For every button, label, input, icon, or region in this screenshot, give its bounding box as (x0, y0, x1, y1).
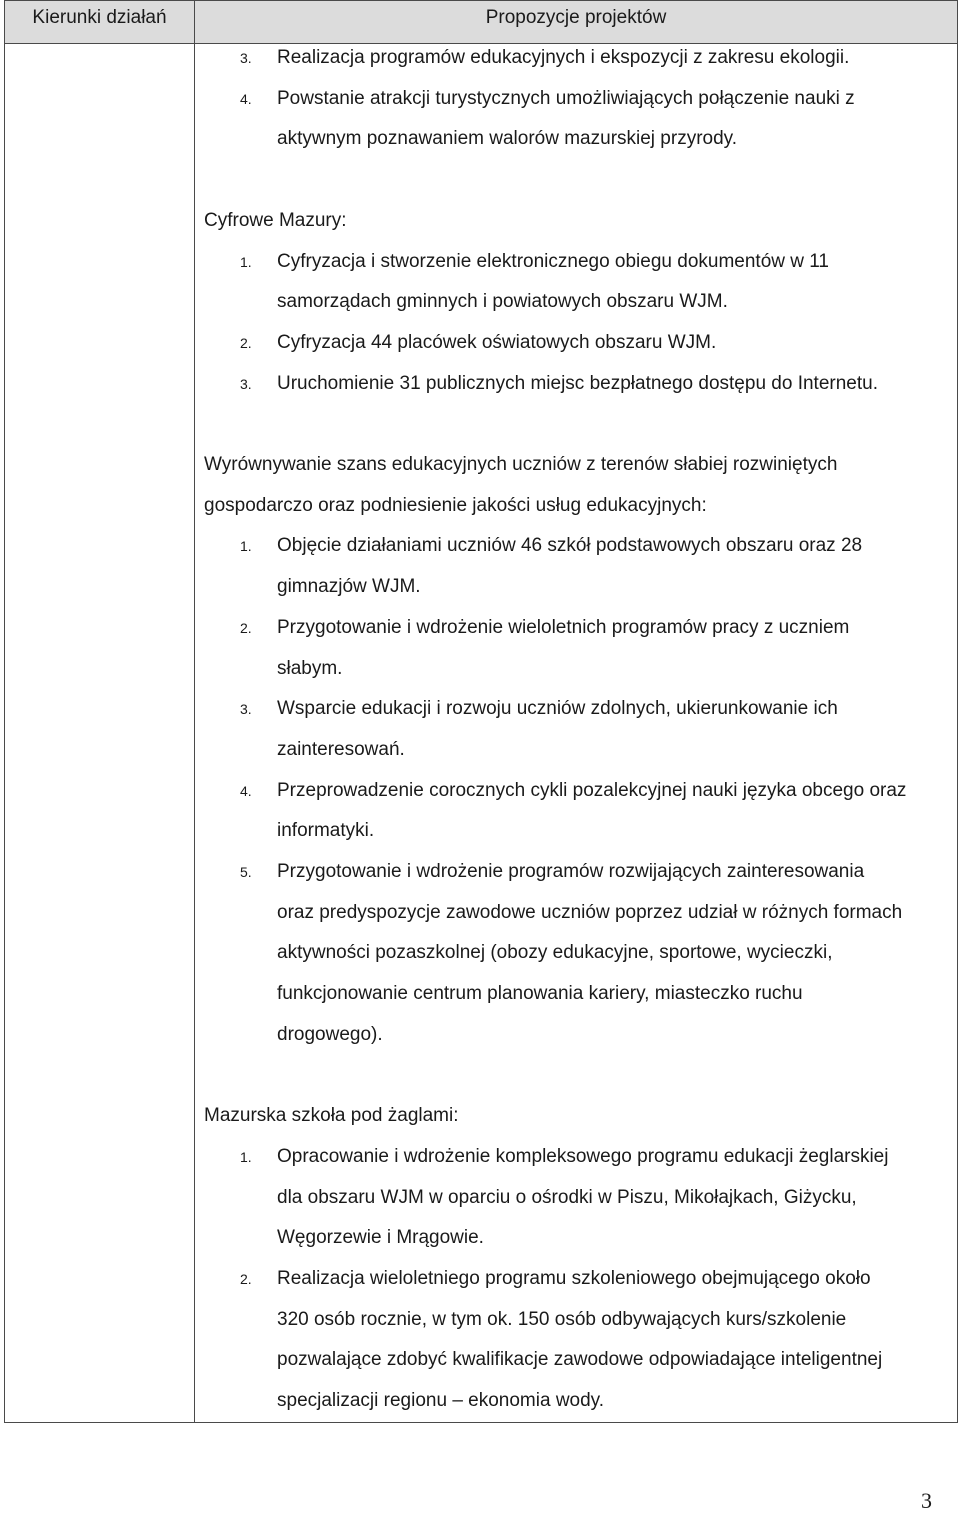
item-text: dla obszaru WJM w oparciu o ośrodki w Piszu, Mikołajkach, Giżycku, (277, 1186, 857, 1208)
section-heading: Mazurska szkoła pod żaglami: (204, 1105, 459, 1127)
item-text: Opracowanie i wdrożenie kompleksowego programu edukacji żeglarskiej (277, 1145, 889, 1167)
list-item (204, 852, 944, 1056)
item-number: 3. (240, 701, 252, 718)
list-item (204, 323, 944, 364)
item-text: Powstanie atrakcji turystycznych umożliwiających połączenie nauki z (277, 87, 855, 109)
item-number: 4. (240, 782, 252, 799)
item-number: 4. (240, 90, 252, 107)
list-item (204, 38, 944, 79)
item-text: samorządach gminnych i powiatowych obszaru WJM. (277, 291, 728, 313)
item-text: zainteresowań. (277, 738, 405, 760)
item-text: pozwalające zdobyć kwalifikacje zawodowe odpowiadające inteligentnej (277, 1349, 883, 1371)
item-number: 3. (240, 50, 252, 66)
page-number: 3 (921, 1488, 932, 1513)
item-text: funkcjonowanie centrum planowania kariery, miasteczko ruchu (277, 983, 803, 1005)
item-number: 1. (240, 253, 252, 270)
item-text: aktywnym poznawaniem walorów mazurskiej przyrody. (277, 128, 738, 150)
item-number: 3. (240, 375, 252, 392)
item-text: aktywności pozaszkolnej (obozy edukacyjne, sportowe, wycieczki, (277, 942, 833, 964)
item-text: Objęcie działaniami uczniów 46 szkół podstawowych obszaru oraz 28 (277, 535, 863, 557)
section-heading: Cyfrowe Mazury: (204, 209, 347, 231)
list-item (204, 608, 944, 689)
list-item (204, 689, 944, 770)
list-item (204, 364, 944, 405)
item-text: Przygotowanie i wdrożenie programów rozwijających zainteresowania (277, 861, 865, 883)
column-divider (194, 1, 195, 1422)
list-item (204, 1259, 944, 1422)
item-number: 5. (240, 864, 252, 881)
item-text: słabym. (277, 657, 343, 679)
list-item (204, 1137, 944, 1259)
item-text: Węgorzewie i Mrągowie. (277, 1227, 484, 1249)
item-number: 2. (240, 1271, 252, 1288)
list-item (204, 79, 944, 160)
list-item (204, 242, 944, 323)
list-item (204, 526, 944, 607)
header-propozycje: Propozycje projektów (485, 7, 667, 28)
item-text: Uruchomienie 31 publicznych miejsc bezpłatnego dostępu do Internetu. (277, 372, 878, 394)
item-number: 1. (240, 538, 252, 555)
item-text: Cyfryzacja i stworzenie elektronicznego obiegu dokumentów w 11 (277, 250, 829, 272)
section-heading: gospodarczo oraz podniesienie jakości usług edukacyjnych: (204, 494, 707, 516)
item-text: informatyki. (277, 820, 375, 842)
item-number: 2. (240, 334, 252, 351)
proposals-content (204, 38, 944, 1422)
item-text: Realizacja programów edukacyjnych i ekspozycji z zakresu ekologii. (277, 47, 850, 68)
list-item (204, 771, 944, 852)
item-text: Realizacja wieloletniego programu szkoleniowego obejmującego około (277, 1268, 871, 1290)
item-number: 2. (240, 619, 252, 636)
section-heading: Wyrównywanie szans edukacyjnych uczniów z terenów słabiej rozwiniętych (204, 454, 838, 475)
item-number: 1. (240, 1148, 252, 1165)
item-text: 320 osób rocznie, w tym ok. 150 osób odbywających kurs/szkolenie (277, 1308, 847, 1330)
item-text: oraz predyspozycje zawodowe uczniów poprzez udział w różnych formach (277, 901, 903, 923)
item-text: Cyfryzacja 44 placówek oświatowych obszaru WJM. (277, 331, 717, 353)
item-text: gimnazjów WJM. (277, 576, 421, 598)
item-text: Wsparcie edukacji i rozwoju uczniów zdolnych, ukierunkowanie ich (277, 698, 838, 720)
item-text: Przygotowanie i wdrożenie wieloletnich programów pracy z uczniem (277, 616, 850, 638)
item-text: specjalizacji regionu – ekonomia wody. (277, 1390, 605, 1412)
item-text: drogowego). (277, 1023, 383, 1045)
item-text: Przeprowadzenie corocznych cykli pozalekcyjnej nauki języka obcego oraz (277, 779, 907, 801)
header-kierunki: Kierunki działań (32, 7, 167, 28)
